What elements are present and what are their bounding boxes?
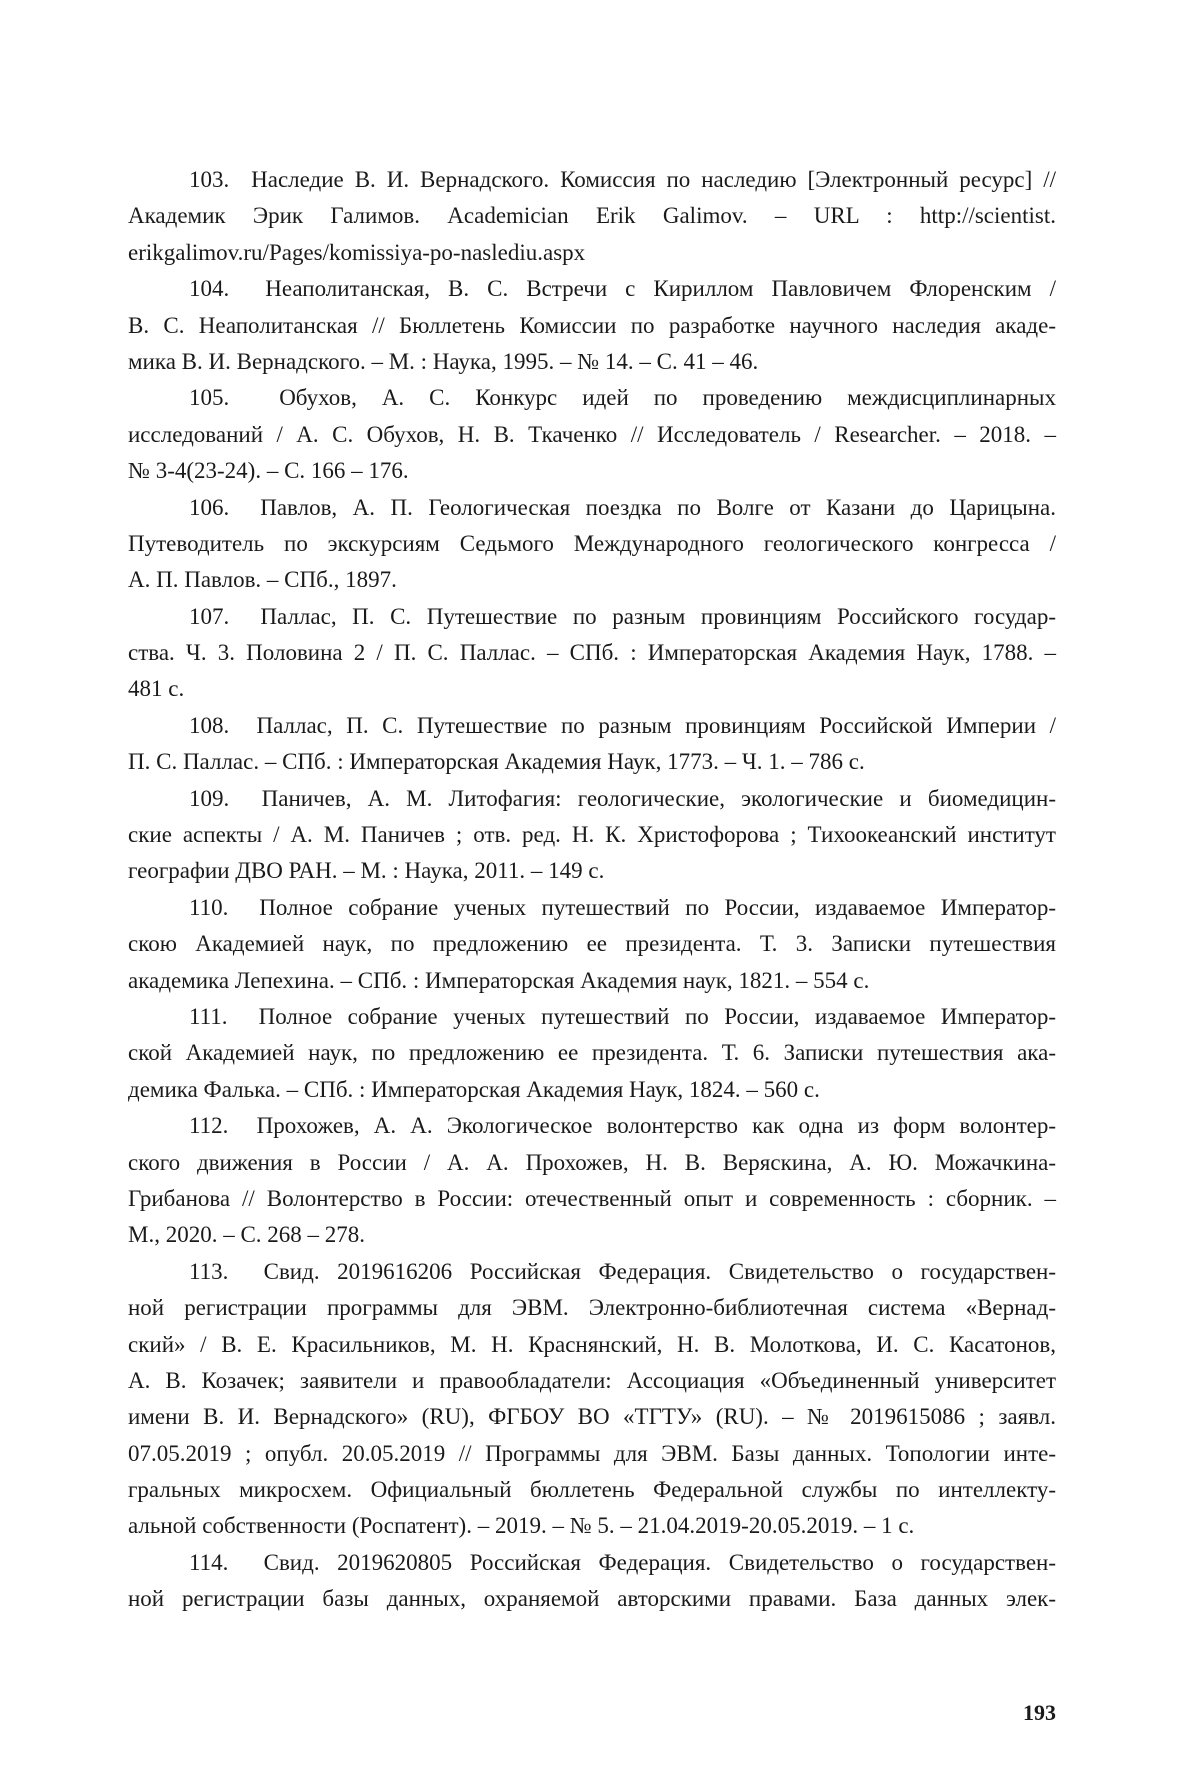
- reference-text: Прохожев, А. А. Экологическое волонтерство как одна из форм волонтер-: [256, 1113, 1057, 1139]
- reference-line: erikgalimov.ru/Pages/komissiya-po-naslediu.aspx: [128, 239, 586, 265]
- reference-first-line: [128, 162, 1056, 198]
- reference-number: 105.: [189, 385, 230, 411]
- reference-line: ства. Ч. 3. Половина 2 / П. С. Паллас. – СПб. : Императорская Академия Наук, 1788. –: [128, 640, 1056, 666]
- reference-line: имени В. И. Вернадского» (RU), ФГБОУ ВО «ТГТУ» (RU). – № 2019615086 ; заявл.: [128, 1404, 1056, 1430]
- reference-line: ной регистрации программы для ЭВМ. Электронно-библиотечная система «Вернад-: [128, 1295, 1056, 1321]
- reference-line: скою Академией наук, по предложению ее президента. Т. 3. Записки путешествия: [128, 931, 1056, 957]
- reference-number: 103.: [189, 167, 230, 192]
- reference-line: мика В. И. Вернадского. – М. : Наука, 1995. – № 14. – С. 41 – 46.: [128, 348, 759, 374]
- reference-number: 110.: [189, 894, 229, 920]
- reference-line: исследований / А. С. Обухов, Н. В. Ткаченко // Исследователь / Researcher. – 2018. –: [128, 421, 1056, 447]
- reference-number: 111.: [189, 1003, 228, 1029]
- reference-line: А. П. Павлов. – СПб., 1897.: [128, 567, 397, 593]
- reference-number: 109.: [189, 785, 230, 811]
- reference-line: 481 с.: [128, 676, 185, 702]
- reference-text: Наследие В. И. Вернадского. Комиссия по наследию [Электронный ресурс] //: [251, 167, 1056, 192]
- reference-number: 106.: [189, 494, 230, 520]
- reference-entry: [128, 781, 1056, 890]
- reference-first-line: [128, 380, 1056, 416]
- reference-text: Свид. 2019616206 Российская Федерация. Свидетельство о государствен-: [263, 1258, 1057, 1284]
- reference-line: В. С. Неаполитанская // Бюллетень Комиссии по разработке научного наследия акаде-: [128, 312, 1056, 338]
- reference-first-line: [128, 890, 1056, 926]
- reference-entry: [128, 1108, 1056, 1254]
- reference-line: Академик Эрик Галимов. Academician Erik Galimov. – URL : http://scientist.: [128, 203, 1056, 229]
- reference-line: 07.05.2019 ; опубл. 20.05.2019 // Программы для ЭВМ. Базы данных. Топологии инте-: [128, 1440, 1056, 1466]
- reference-first-line: [128, 599, 1056, 635]
- reference-line: М., 2020. – С. 268 – 278.: [128, 1222, 366, 1248]
- page-number: 193: [1023, 1700, 1056, 1725]
- reference-line: ский» / В. Е. Красильников, М. Н. Краснянский, Н. В. Молоткова, И. С. Касатонов,: [128, 1331, 1056, 1357]
- reference-entry: [128, 380, 1056, 489]
- reference-entry: [128, 490, 1056, 599]
- reference-first-line: [128, 490, 1056, 526]
- reference-line: № 3-4(23-24). – С. 166 – 176.: [128, 458, 409, 484]
- reference-first-line: [128, 708, 1056, 744]
- reference-line: А. В. Козачек; заявители и правообладатели: Ассоциация «Объединенный университет: [128, 1367, 1056, 1393]
- reference-entry: [128, 1545, 1056, 1618]
- reference-line: демика Фалька. – СПб. : Императорская Академия Наук, 1824. – 560 с.: [128, 1076, 820, 1102]
- reference-first-line: [128, 781, 1056, 817]
- reference-number: 114.: [189, 1549, 229, 1575]
- reference-line: Путеводитель по экскурсиям Седьмого Международного геологического конгресса /: [128, 530, 1056, 556]
- reference-number: 112.: [189, 1113, 229, 1139]
- reference-text: Паллас, П. С. Путешествие по разным провинциям Российской Империи /: [256, 712, 1056, 738]
- reference-line: гральных микросхем. Официальный бюллетень Федеральной службы по интеллекту-: [128, 1477, 1056, 1503]
- reference-number: 108.: [189, 712, 230, 738]
- reference-line: П. С. Паллас. – СПб. : Императорская Академия Наук, 1773. – Ч. 1. – 786 с.: [128, 749, 865, 775]
- reference-entry: [128, 271, 1056, 380]
- reference-text: Полное собрание ученых путешествий по России, издаваемое Император-: [258, 1003, 1057, 1029]
- reference-number: 104.: [189, 276, 230, 302]
- reference-entry: [128, 999, 1056, 1108]
- reference-line: ской Академией наук, по предложению ее президента. Т. 6. Записки путешествия ака-: [128, 1040, 1056, 1066]
- reference-text: Павлов, А. П. Геологическая поездка по Волге от Казани до Царицына.: [260, 494, 1056, 520]
- reference-text: Обухов, А. С. Конкурс идей по проведению междисциплинарных: [279, 385, 1056, 411]
- reference-list: [128, 162, 1056, 1618]
- reference-line: ной регистрации базы данных, охраняемой авторскими правами. База данных элек-: [128, 1586, 1056, 1612]
- reference-text: Полное собрание ученых путешествий по России, издаваемое Император-: [259, 894, 1057, 920]
- reference-first-line: [128, 271, 1056, 307]
- reference-entry: [128, 708, 1056, 781]
- reference-line: академика Лепехина. – СПб. : Императорская Академия наук, 1821. – 554 с.: [128, 967, 870, 993]
- reference-text: Паллас, П. С. Путешествие по разным провинциям Российского государ-: [260, 603, 1056, 629]
- reference-entry: [128, 1254, 1056, 1545]
- reference-line: ские аспекты / А. М. Паничев ; отв. ред. Н. К. Христофорова ; Тихоокеанский институт: [128, 822, 1056, 848]
- reference-line: альной собственности (Роспатент). – 2019. – № 5. – 21.04.2019-20.05.2019. – 1 с.: [128, 1513, 915, 1539]
- reference-text: Неаполитанская, В. С. Встречи с Кириллом Павловичем Флоренским /: [265, 276, 1056, 302]
- reference-entry: [128, 162, 1056, 271]
- reference-first-line: [128, 1108, 1056, 1144]
- reference-first-line: [128, 1254, 1056, 1290]
- reference-text: Свид. 2019620805 Российская Федерация. Свидетельство о государствен-: [263, 1549, 1057, 1575]
- reference-line: географии ДВО РАН. – М. : Наука, 2011. – 149 с.: [128, 858, 605, 884]
- reference-first-line: [128, 999, 1056, 1035]
- reference-line: ского движения в России / А. А. Прохожев, Н. В. Веряскина, А. Ю. Можачкина-: [128, 1149, 1056, 1175]
- reference-number: 113.: [189, 1258, 229, 1284]
- reference-number: 107.: [189, 603, 230, 629]
- reference-entry: [128, 599, 1056, 708]
- reference-line: Грибанова // Волонтерство в России: отечественный опыт и современность : сборник. –: [128, 1185, 1056, 1211]
- reference-text: Паничев, А. М. Литофагия: геологические, экологические и биомедицин-: [261, 785, 1056, 811]
- reference-first-line: [128, 1545, 1056, 1581]
- reference-entry: [128, 890, 1056, 999]
